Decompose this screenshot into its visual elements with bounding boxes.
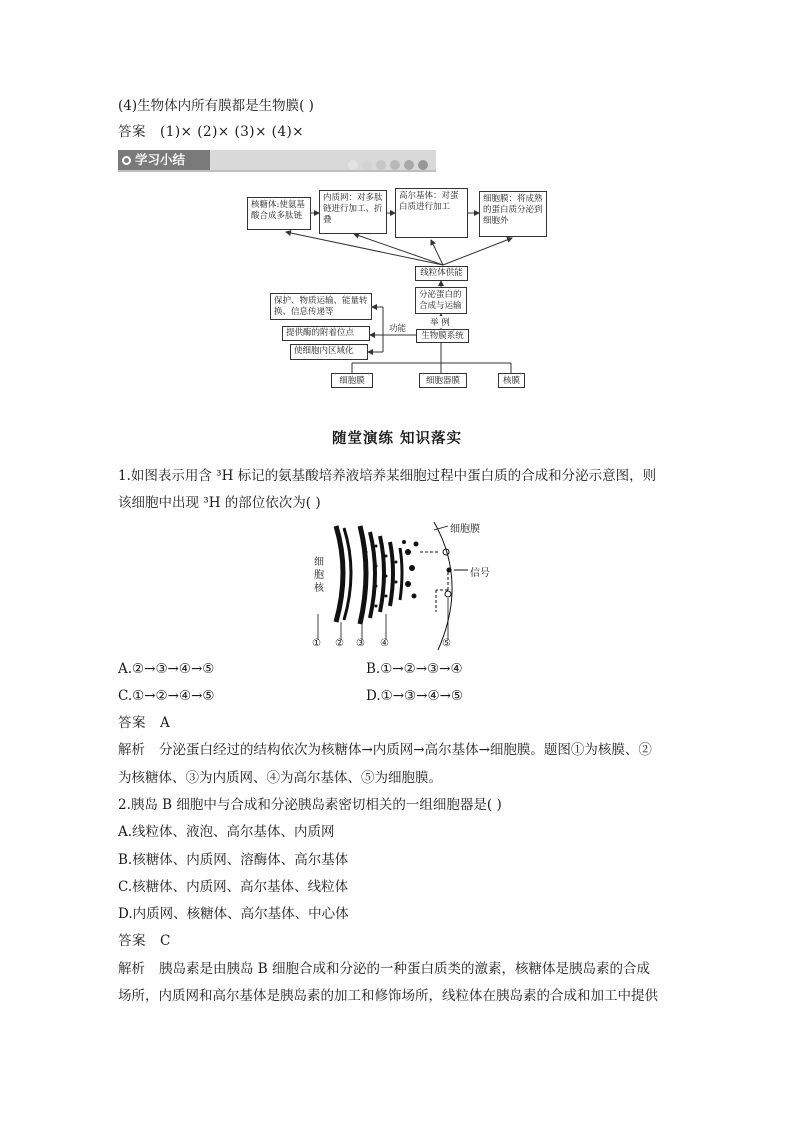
membrane-function-box: 细胞膜：将成熟的蛋白质分泌到细胞外 xyxy=(479,191,547,237)
function-label: 功能 xyxy=(389,324,407,334)
q2-option-c: C.核糖体、内质网、高尔基体、线粒体 xyxy=(118,879,349,895)
q1-answer xyxy=(118,713,170,733)
answer-label: 答案 xyxy=(118,715,146,731)
cell-diagram xyxy=(308,522,518,652)
nucleus-label: 细胞核 xyxy=(314,557,324,594)
explain-label: 解析 xyxy=(118,961,145,977)
answer-label: 答案 xyxy=(118,124,146,140)
signal-label: 信号 xyxy=(470,568,490,579)
secretion-box: 分泌蛋白的合成与运输 xyxy=(415,287,467,314)
membrane-system-box: 生物膜系统 xyxy=(416,329,469,343)
q2-answer xyxy=(118,931,171,951)
function-box-1: 保护、物质运输、能量转换、信息传递等 xyxy=(270,293,372,320)
answer-value: A xyxy=(160,715,171,731)
question-4-line: (4)生物体内所有膜都是生物膜( ) xyxy=(118,98,314,114)
label-num-3: ③ xyxy=(356,638,365,649)
q1-option-d: D.①→③→④→⑤ xyxy=(366,688,463,704)
nuclear-membrane-box: 核膜 xyxy=(498,373,525,388)
q1-option-a: A.②→③→④→⑤ xyxy=(118,661,215,677)
example-label: 举 例 xyxy=(430,318,450,328)
q2-option-a: A.线粒体、液泡、高尔基体、内质网 xyxy=(118,824,335,840)
golgi-box: 高尔基体：对蛋白质进行加工 xyxy=(395,188,468,238)
cell-membrane-label: 细胞膜 xyxy=(450,524,480,535)
cell-secretion-figure xyxy=(308,522,518,656)
er-box: 内质网：对多肽链进行加工、折叠 xyxy=(319,190,387,234)
label-num-1: ① xyxy=(312,638,321,649)
question-2-stem: 2.胰岛 B 细胞中与合成和分泌胰岛素密切相关的一组细胞器是( ) xyxy=(118,797,502,813)
mitochondria-box: 线粒体供能 xyxy=(415,266,468,281)
answer-text: (1)× (2)× (3)× (4)× xyxy=(160,124,305,140)
function-box-3: 使细胞内区域化 xyxy=(290,344,368,360)
question-1-line-2: 该细胞中出现 ³H 的部位依次为( ) xyxy=(118,495,321,511)
q1-option-c: C.①→②→④→⑤ xyxy=(118,688,215,704)
explain-label: 解析 xyxy=(118,742,145,758)
q2-explanation-line-1: 解析 胰岛素是由胰岛 B 细胞合成和分泌的一种蛋白质类的激素，核糖体是胰岛素的合成 xyxy=(118,961,651,977)
label-num-2: ② xyxy=(335,638,344,649)
function-box-2: 提供酶的附着位点 xyxy=(282,326,370,341)
answer-label: 答案 xyxy=(118,933,146,949)
label-num-5: ⑤ xyxy=(442,638,451,649)
ribosome-box: 核糖体:使氨基酸合成多肽链 xyxy=(247,197,311,230)
section-title: 随堂演练 知识落实 xyxy=(331,431,463,447)
question-1-line-1: 1.如图表示用含 ³H 标记的氨基酸培养液培养某细胞过程中蛋白质的合成和分泌示意图，则 xyxy=(118,468,657,484)
organelle-membrane-box: 细胞器膜 xyxy=(419,373,467,388)
q1-option-b: B.①→②→③→④ xyxy=(366,661,463,677)
answer-value: C xyxy=(160,933,171,949)
q2-option-b: B.核糖体、内质网、溶酶体、高尔基体 xyxy=(118,852,349,868)
q1-explanation-line-2: 为核糖体、③为内质网、④为高尔基体、⑤为细胞膜。 xyxy=(118,770,442,786)
label-num-4: ④ xyxy=(380,638,389,649)
cell-membrane-box: 细胞膜 xyxy=(331,373,373,388)
q2-explanation-line-2: 场所，内质网和高尔基体是胰岛素的加工和修饰场所，线粒体在胰岛素的合成和加工中提供 xyxy=(118,988,658,1004)
q2-option-d: D.内质网、核糖体、高尔基体、中心体 xyxy=(118,906,349,922)
q1-explanation-line-1: 解析 分泌蛋白经过的结构依次为核糖体→内质网→高尔基体→细胞膜。题图①为核膜、② xyxy=(118,742,652,758)
summary-banner-title: 学习小结 xyxy=(118,150,210,170)
